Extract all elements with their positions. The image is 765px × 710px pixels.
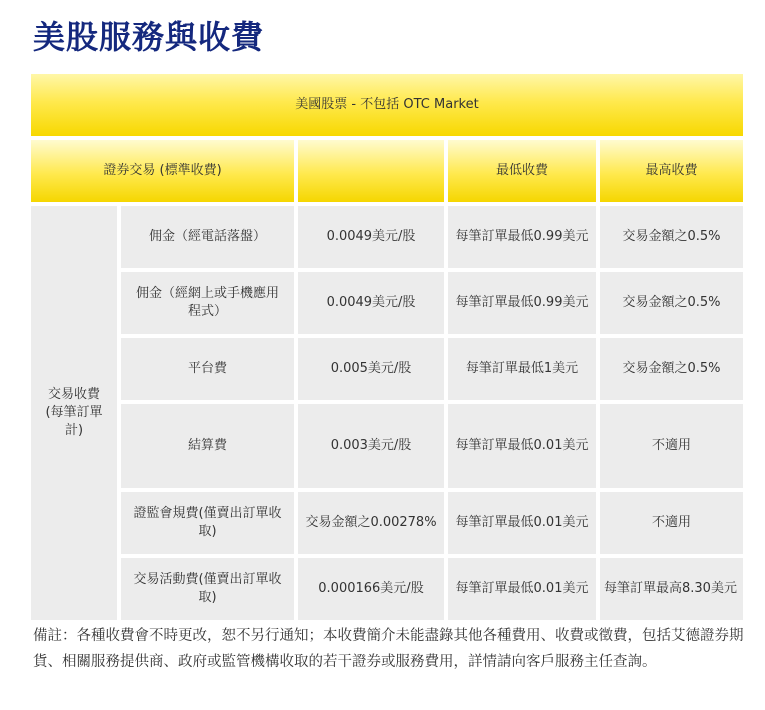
min-value: 每筆訂單最低0.99美元 — [448, 206, 596, 268]
max-value: 交易金額之0.5% — [600, 338, 743, 400]
item-label: 結算費 — [121, 404, 294, 488]
max-value: 交易金額之0.5% — [600, 272, 743, 334]
max-value: 每筆訂單最高8.30美元 — [600, 558, 743, 620]
item-label: 佣金（經電話落盤） — [121, 206, 294, 268]
header-max: 最高收費 — [600, 140, 743, 202]
rate-value: 交易金額之0.00278% — [298, 492, 444, 554]
rate-value: 0.0049美元/股 — [298, 272, 444, 334]
min-value: 每筆訂單最低0.01美元 — [448, 558, 596, 620]
rate-value: 0.000166美元/股 — [298, 558, 444, 620]
table-row — [31, 272, 743, 334]
table-row — [31, 492, 743, 554]
fee-table — [27, 70, 747, 624]
item-label: 佣金（經網上或手機應用程式） — [121, 272, 294, 334]
rate-value: 0.003美元/股 — [298, 404, 444, 488]
header-rate — [298, 140, 444, 202]
min-value: 每筆訂單最低0.01美元 — [448, 492, 596, 554]
min-value: 每筆訂單最低1美元 — [448, 338, 596, 400]
max-value: 不適用 — [600, 404, 743, 488]
rate-value: 0.0049美元/股 — [298, 206, 444, 268]
table-row — [31, 338, 743, 400]
min-value: 每筆訂單最低0.01美元 — [448, 404, 596, 488]
min-value: 每筆訂單最低0.99美元 — [448, 272, 596, 334]
max-value: 交易金額之0.5% — [600, 206, 743, 268]
table-banner: 美國股票 - 不包括 OTC Market — [31, 74, 743, 136]
item-label: 交易活動費(僅賣出訂單收取) — [121, 558, 294, 620]
max-value: 不適用 — [600, 492, 743, 554]
header-category: 證券交易 (標準收費) — [31, 140, 294, 202]
table-row — [31, 558, 743, 620]
group-label: 交易收費 (每筆訂單計) — [31, 206, 117, 620]
footnote: 備註：各種收費會不時更改，恕不另行通知；本收費簡介未能盡錄其他各種費用、收費或徵費，包括艾德證券期貨、相關服務提供商、政府或監管機構收取的若干證券或服務費用，詳情請向客戶服務主任查詢。 — [33, 628, 744, 670]
table-row — [31, 206, 743, 268]
item-label: 證監會規費(僅賣出訂單收取) — [121, 492, 294, 554]
header-min: 最低收費 — [448, 140, 596, 202]
page-title: 美股服務與收費 — [33, 18, 265, 56]
rate-value: 0.005美元/股 — [298, 338, 444, 400]
item-label: 平台費 — [121, 338, 294, 400]
table-row — [31, 404, 743, 488]
